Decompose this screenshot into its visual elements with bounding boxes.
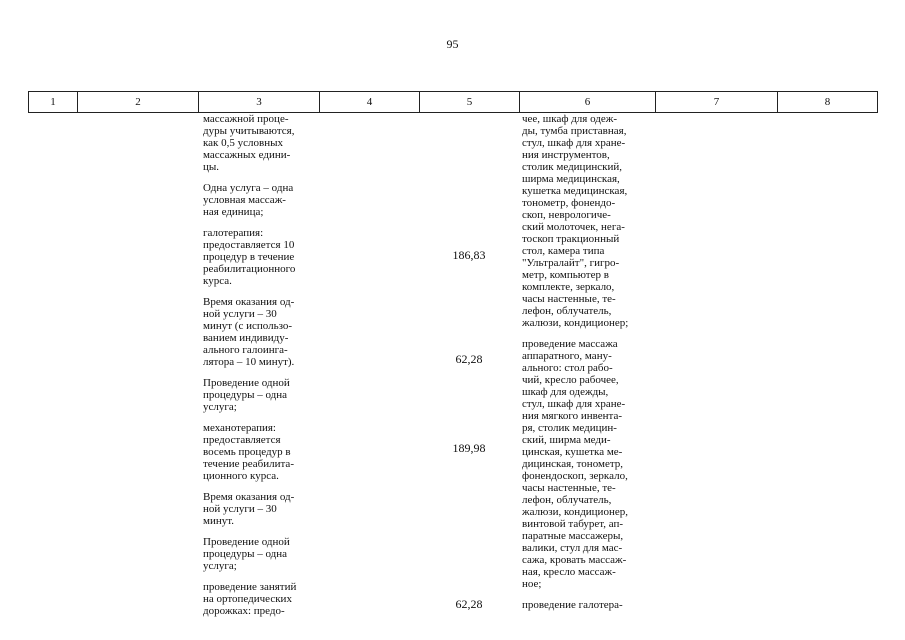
col3-paragraph: Время оказания од- ной услуги – 30 минут. <box>203 491 295 527</box>
col3-paragraph: Проведение одной процедуры – одна услуга; <box>203 536 290 572</box>
col3-paragraph: массажной проце- дуры учитываются, как 0,5 условных массажных едини- цы. <box>203 113 295 173</box>
col5-value: 189,98 <box>452 441 486 455</box>
table-header-row <box>28 91 878 113</box>
column-header-6: 6 <box>520 92 656 113</box>
col3-paragraph: галотерапия: предоставляется 10 процедур в течение реабилитационного курса. <box>203 227 296 287</box>
col3-paragraph: Одна услуга – одна условная массаж- ная единица; <box>203 182 294 218</box>
column-header-1: 1 <box>29 92 78 113</box>
column-6-text <box>522 113 657 620</box>
col5-value: 62,28 <box>455 352 483 366</box>
column-header-8: 8 <box>778 92 878 113</box>
column-header-5: 5 <box>420 92 520 113</box>
col6-paragraph: проведение галотера- <box>522 599 623 611</box>
column-header-3: 3 <box>199 92 320 113</box>
column-3-text <box>203 113 321 626</box>
col3-paragraph: Время оказания од- ной услуги – 30 минут (с использо- ванием индивиду- ального галоинга- лятора – 10 минут). <box>203 296 295 368</box>
column-header-4: 4 <box>320 92 420 113</box>
col6-paragraph: проведение массажа аппаратного, ману- ального: стол рабо- чий, кресло рабочее, шкаф для одежды, стул, шкаф для хране- ния мягкого инвента- ря, столик медицин- ский, ширма меди- цинская, кушетка ме- дицинская, тонометр, фонендоскоп, зеркало, часы настенные, те- лефон, облучатель, жалюзи, кондиционер, винтовой табурет, ап- паратные массажеры, валики, стул для мас- сажа, кровать массаж- ная, кресло массаж- ное; <box>522 338 628 590</box>
column-header-2: 2 <box>78 92 199 113</box>
col6-paragraph: чее, шкаф для одеж- ды, тумба приставная, стул, шкаф для хране- ния инструментов, столик медицинский, ширма медицинская, кушетка медицинская, тонометр, фонендо- скоп, неврологиче- ский молоточек, нега- тоскоп тракционный стол, камера типа "Ультралайт", гигро- метр, компьютер в комплекте, зеркало, часы настенные, те- лефон, облучатель, жалюзи, кондиционер; <box>522 113 629 329</box>
col5-value: 186,83 <box>452 248 486 262</box>
col3-paragraph: механотерапия: предоставляется восемь процедур в течение реабилита- ционного курса. <box>203 422 294 482</box>
col3-paragraph: Проведение одной процедуры – одна услуга; <box>203 377 290 413</box>
col5-value: 62,28 <box>455 597 483 611</box>
page-number: 95 <box>446 37 459 51</box>
col3-paragraph: проведение занятий на ортопедических дорожках: предо- <box>203 581 297 617</box>
column-header-7: 7 <box>656 92 778 113</box>
